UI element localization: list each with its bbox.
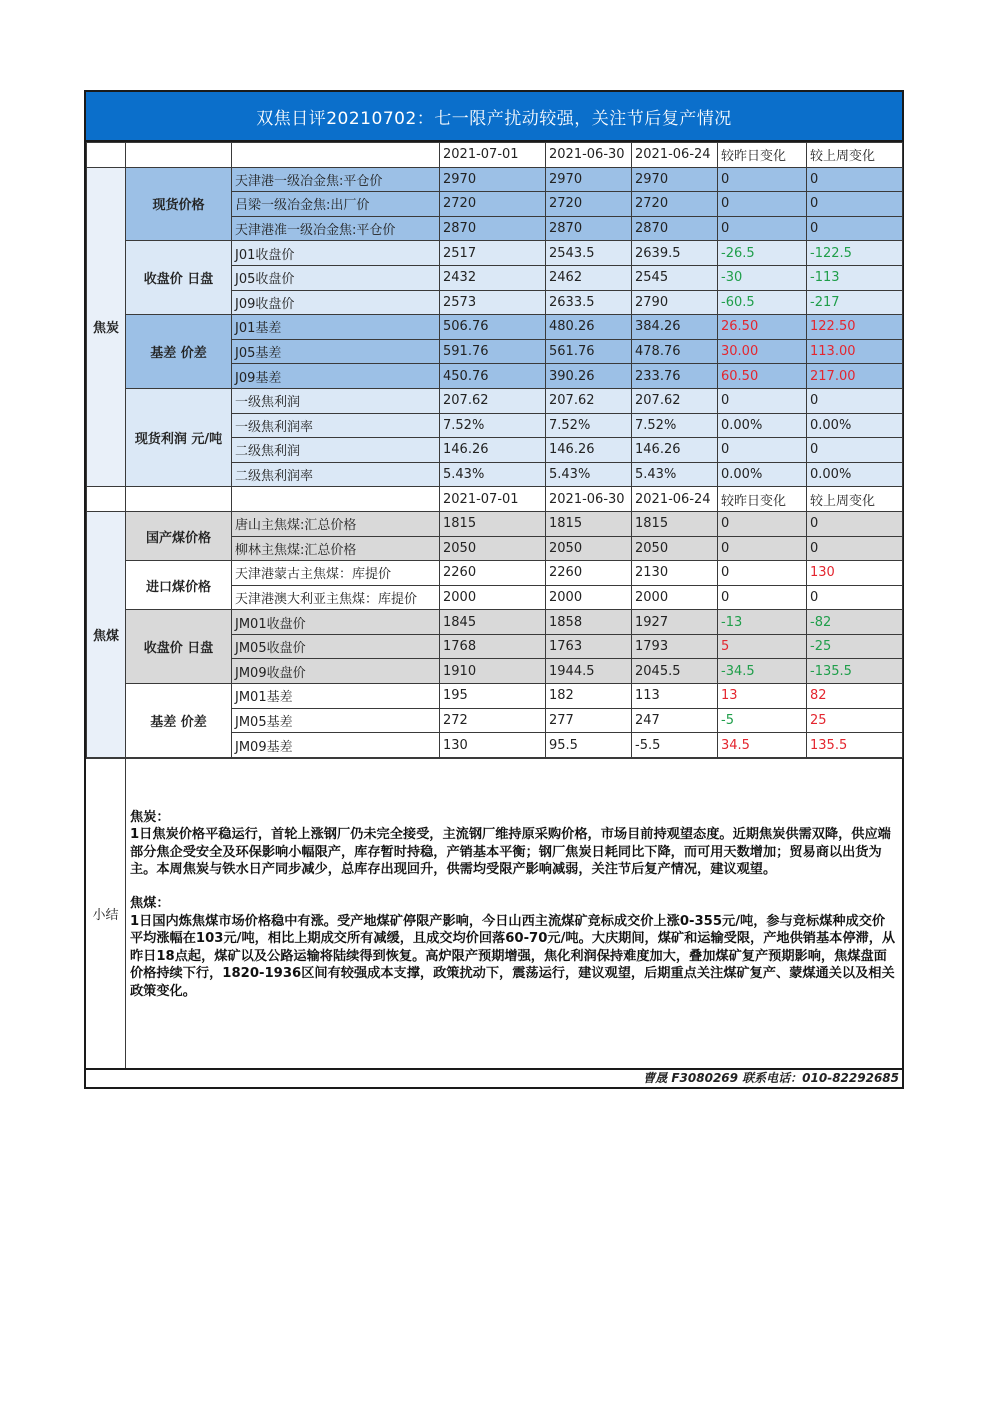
- change-cell: -5: [718, 708, 807, 733]
- coke-summary-text: 1日焦炭价格平稳运行，首轮上涨钢厂仍未完全接受，主流钢厂维持原采购价格，市场目前持观望态度。近期焦炭供需双降，供应端部分焦企受安全及环保影响小幅限产，库存暂时持稳，产销基本平衡；钢厂焦炭日耗同比下降，而可用天数增加；贸易商以出货为主。本周焦炭与铁水日产同步减少，总库存出现回升，供需均受限产影响减弱，关注节后复产情况，建议观望。: [130, 827, 891, 878]
- value-cell: 1815: [632, 511, 718, 536]
- table-row: [87, 241, 903, 266]
- change-cell: 0.00%: [807, 413, 903, 438]
- header-cell: 2021-06-24: [632, 487, 718, 512]
- indicator-name: JM01收盘价: [232, 610, 440, 635]
- value-cell: 2545: [632, 265, 718, 290]
- header-cell: 较上周变化: [807, 487, 903, 512]
- value-cell: 146.26: [632, 438, 718, 463]
- change-cell: 122.50: [807, 315, 903, 340]
- header-blank-cell: [87, 143, 126, 168]
- data-table: [86, 142, 903, 758]
- value-cell: 2870: [546, 216, 632, 241]
- value-cell: 2260: [546, 561, 632, 586]
- change-cell: -122.5: [807, 241, 903, 266]
- change-cell: 13: [718, 684, 807, 709]
- header-row: [87, 487, 903, 512]
- change-cell: 0: [807, 216, 903, 241]
- change-cell: 60.50: [718, 364, 807, 389]
- change-cell: 0: [807, 585, 903, 610]
- value-cell: 2870: [440, 216, 546, 241]
- value-cell: 2970: [632, 167, 718, 192]
- header-cell: 2021-06-30: [546, 143, 632, 168]
- value-cell: 506.76: [440, 315, 546, 340]
- value-cell: 390.26: [546, 364, 632, 389]
- table-row: [87, 388, 903, 413]
- change-cell: 0: [718, 192, 807, 217]
- header-blank-cell: [232, 143, 440, 168]
- header-cell: 较昨日变化: [718, 487, 807, 512]
- change-cell: 0.00%: [718, 462, 807, 487]
- value-cell: 480.26: [546, 315, 632, 340]
- value-cell: 277: [546, 708, 632, 733]
- coke-summary-title: 焦炭：: [130, 809, 170, 825]
- change-cell: 0: [718, 561, 807, 586]
- value-cell: 233.76: [632, 364, 718, 389]
- indicator-name: J05收盘价: [232, 265, 440, 290]
- indicator-name: 二级焦利润率: [232, 462, 440, 487]
- indicator-name: JM01基差: [232, 684, 440, 709]
- value-cell: 1763: [546, 634, 632, 659]
- indicator-name: JM09基差: [232, 733, 440, 758]
- change-cell: 130: [807, 561, 903, 586]
- value-cell: 2000: [546, 585, 632, 610]
- change-cell: -60.5: [718, 290, 807, 315]
- change-cell: -34.5: [718, 659, 807, 684]
- header-blank-cell: [126, 143, 232, 168]
- coal-summary-text: 1日国内炼焦煤市场价格稳中有涨。受产地煤矿停限产影响，今日山西主流煤矿竞标成交价上涨0-355元/吨，参与竞标煤种成交价平均涨幅在103元/吨，相比上期成交所有减缓，且成交均价回落60-70元/吨。大庆期间，煤矿和运输受限，产地供销基本停滞，从昨日18点起，煤矿以及公路运输将陆续得到恢复。高炉限产预期增强，焦化利润保持难度加大，叠加煤矿复产预期影响，焦煤盘面价格持续下行，1820-1936区间有较强成本支撑，政策扰动下，震荡运行，建议观望，后期重点关注煤矿复产、蒙煤通关以及相关政策变化。: [130, 913, 896, 999]
- value-cell: 2543.5: [546, 241, 632, 266]
- change-cell: 0: [718, 585, 807, 610]
- change-cell: 0: [718, 167, 807, 192]
- indicator-name: 一级焦利润: [232, 388, 440, 413]
- indicator-name: J01基差: [232, 315, 440, 340]
- indicator-name: J09收盘价: [232, 290, 440, 315]
- change-cell: -25: [807, 634, 903, 659]
- indicator-name: 唐山主焦煤:汇总价格: [232, 511, 440, 536]
- value-cell: 5.43%: [546, 462, 632, 487]
- table-row: [87, 315, 903, 340]
- value-cell: 146.26: [546, 438, 632, 463]
- indicator-name: J05基差: [232, 339, 440, 364]
- change-cell: 0: [807, 438, 903, 463]
- group-label: 基差 价差: [126, 315, 232, 389]
- value-cell: 207.62: [546, 388, 632, 413]
- value-cell: 2633.5: [546, 290, 632, 315]
- indicator-name: 二级焦利润: [232, 438, 440, 463]
- indicator-name: 一级焦利润率: [232, 413, 440, 438]
- change-cell: 26.50: [718, 315, 807, 340]
- table-row: [87, 684, 903, 709]
- value-cell: 478.76: [632, 339, 718, 364]
- header-blank-cell: [126, 487, 232, 512]
- value-cell: 1815: [546, 511, 632, 536]
- change-cell: 0: [807, 511, 903, 536]
- header-cell: 较上周变化: [807, 143, 903, 168]
- value-cell: 2970: [546, 167, 632, 192]
- change-cell: 0: [718, 388, 807, 413]
- header-blank-cell: [87, 487, 126, 512]
- change-cell: 113.00: [807, 339, 903, 364]
- value-cell: 2720: [546, 192, 632, 217]
- change-cell: 0: [807, 536, 903, 561]
- value-cell: 7.52%: [546, 413, 632, 438]
- value-cell: 1768: [440, 634, 546, 659]
- value-cell: 2517: [440, 241, 546, 266]
- group-label: 现货价格: [126, 167, 232, 241]
- value-cell: 95.5: [546, 733, 632, 758]
- value-cell: 1858: [546, 610, 632, 635]
- value-cell: 272: [440, 708, 546, 733]
- change-cell: -13: [718, 610, 807, 635]
- indicator-name: J01收盘价: [232, 241, 440, 266]
- header-blank-cell: [232, 487, 440, 512]
- value-cell: 2970: [440, 167, 546, 192]
- change-cell: 135.5: [807, 733, 903, 758]
- change-cell: 0: [807, 167, 903, 192]
- header-cell: 2021-07-01: [440, 487, 546, 512]
- change-cell: 217.00: [807, 364, 903, 389]
- group-label: 进口煤价格: [126, 561, 232, 610]
- value-cell: 182: [546, 684, 632, 709]
- value-cell: 5.43%: [632, 462, 718, 487]
- coal-section-label: 焦煤: [87, 511, 126, 757]
- value-cell: 195: [440, 684, 546, 709]
- table-row: [87, 511, 903, 536]
- change-cell: 0.00%: [807, 462, 903, 487]
- report-title: 双焦日评20210702：七一限产扰动较强，关注节后复产情况: [86, 92, 902, 142]
- header-cell: 2021-07-01: [440, 143, 546, 168]
- value-cell: 2720: [632, 192, 718, 217]
- coke-section-label: 焦炭: [87, 167, 126, 487]
- group-label: 收盘价 日盘: [126, 610, 232, 684]
- change-cell: -30: [718, 265, 807, 290]
- indicator-name: 天津港澳大利亚主焦煤：库提价: [232, 585, 440, 610]
- group-label: 国产煤价格: [126, 511, 232, 560]
- value-cell: 2045.5: [632, 659, 718, 684]
- value-cell: 450.76: [440, 364, 546, 389]
- value-cell: 7.52%: [440, 413, 546, 438]
- value-cell: 146.26: [440, 438, 546, 463]
- value-cell: 5.43%: [440, 462, 546, 487]
- indicator-name: 吕梁一级冶金焦:出厂价: [232, 192, 440, 217]
- change-cell: 0: [718, 216, 807, 241]
- group-label: 基差 价差: [126, 684, 232, 758]
- coal-summary-title: 焦煤：: [130, 896, 170, 912]
- value-cell: 2790: [632, 290, 718, 315]
- header-cell: 2021-06-24: [632, 143, 718, 168]
- value-cell: 2000: [632, 585, 718, 610]
- change-cell: 0: [718, 438, 807, 463]
- value-cell: 2050: [546, 536, 632, 561]
- change-cell: -217: [807, 290, 903, 315]
- summary-label: 小结: [86, 759, 126, 1068]
- indicator-name: 天津港准一级冶金焦:平仓价: [232, 216, 440, 241]
- value-cell: 561.76: [546, 339, 632, 364]
- change-cell: 0: [718, 511, 807, 536]
- value-cell: 2573: [440, 290, 546, 315]
- change-cell: 82: [807, 684, 903, 709]
- change-cell: -113: [807, 265, 903, 290]
- change-cell: 5: [718, 634, 807, 659]
- indicator-name: J09基差: [232, 364, 440, 389]
- change-cell: 30.00: [718, 339, 807, 364]
- value-cell: 1927: [632, 610, 718, 635]
- change-cell: 34.5: [718, 733, 807, 758]
- value-cell: 2639.5: [632, 241, 718, 266]
- header-cell: 2021-06-30: [546, 487, 632, 512]
- contact-footer: 曹晟 F3080269 联系电话：010-82292685: [86, 1068, 902, 1087]
- group-label: 收盘价 日盘: [126, 241, 232, 315]
- value-cell: 591.76: [440, 339, 546, 364]
- value-cell: 207.62: [440, 388, 546, 413]
- header-cell: 较昨日变化: [718, 143, 807, 168]
- value-cell: 2050: [440, 536, 546, 561]
- indicator-name: JM05基差: [232, 708, 440, 733]
- report-sheet: [84, 90, 904, 1089]
- value-cell: 384.26: [632, 315, 718, 340]
- table-row: [87, 167, 903, 192]
- summary-body: [126, 759, 902, 1068]
- value-cell: 1793: [632, 634, 718, 659]
- table-row: [87, 610, 903, 635]
- change-cell: 0: [718, 536, 807, 561]
- indicator-name: JM05收盘价: [232, 634, 440, 659]
- change-cell: 0: [807, 388, 903, 413]
- header-row: [87, 143, 903, 168]
- value-cell: 130: [440, 733, 546, 758]
- summary-section: [86, 758, 902, 1068]
- value-cell: 2432: [440, 265, 546, 290]
- value-cell: 7.52%: [632, 413, 718, 438]
- value-cell: 1910: [440, 659, 546, 684]
- group-label: 现货利润 元/吨: [126, 388, 232, 486]
- value-cell: 2130: [632, 561, 718, 586]
- change-cell: -82: [807, 610, 903, 635]
- value-cell: 207.62: [632, 388, 718, 413]
- value-cell: 247: [632, 708, 718, 733]
- value-cell: 1944.5: [546, 659, 632, 684]
- change-cell: 0.00%: [718, 413, 807, 438]
- change-cell: -135.5: [807, 659, 903, 684]
- table-row: [87, 561, 903, 586]
- indicator-name: 天津港一级冶金焦:平仓价: [232, 167, 440, 192]
- value-cell: 2720: [440, 192, 546, 217]
- value-cell: 1815: [440, 511, 546, 536]
- value-cell: -5.5: [632, 733, 718, 758]
- change-cell: 25: [807, 708, 903, 733]
- value-cell: 2050: [632, 536, 718, 561]
- value-cell: 2462: [546, 265, 632, 290]
- value-cell: 1845: [440, 610, 546, 635]
- indicator-name: 柳林主焦煤:汇总价格: [232, 536, 440, 561]
- value-cell: 113: [632, 684, 718, 709]
- value-cell: 2260: [440, 561, 546, 586]
- indicator-name: JM09收盘价: [232, 659, 440, 684]
- change-cell: -26.5: [718, 241, 807, 266]
- value-cell: 2870: [632, 216, 718, 241]
- change-cell: 0: [807, 192, 903, 217]
- value-cell: 2000: [440, 585, 546, 610]
- indicator-name: 天津港蒙古主焦煤：库提价: [232, 561, 440, 586]
